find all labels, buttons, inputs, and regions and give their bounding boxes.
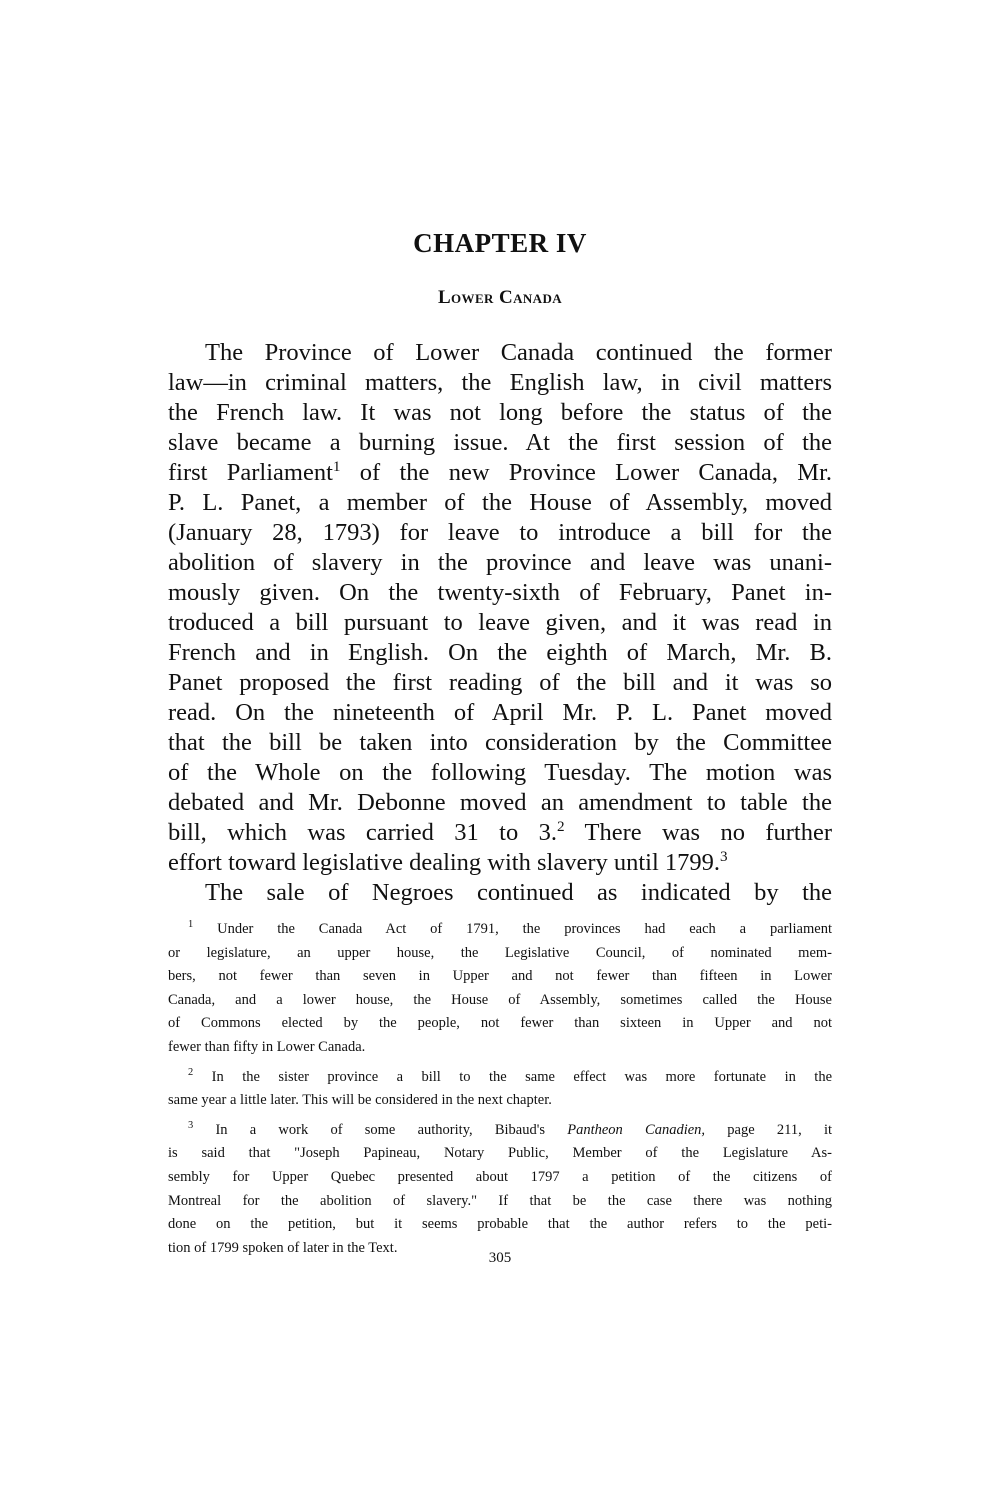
body-line: abolition of slavery in the province and leave was unani-: [168, 549, 832, 576]
body-line-part: There was no further: [584, 819, 832, 846]
body-line: [168, 818, 832, 848]
body-line: slave became a burning issue. At the first session of the: [168, 429, 832, 456]
footnote-line: tion of 1799 spoken of later in the Text.: [168, 1239, 398, 1256]
footnote-3: [168, 1119, 832, 1261]
footnote-2: [168, 1066, 832, 1113]
body-line: The Province of Lower Canada continued the former: [205, 339, 832, 366]
footnote-line: is said that "Joseph Papineau, Notary Public, Member of the Legislature As-: [168, 1145, 832, 1162]
footnote-line: bers, not fewer than seven in Upper and not fewer than fifteen in Lower: [168, 968, 832, 985]
book-title: Pantheon Canadien,: [567, 1121, 706, 1138]
chapter-title: CHAPTER IV: [413, 228, 587, 258]
body-line: troduced a bill pursuant to leave given, and it was read in: [168, 609, 832, 636]
body-line: of the Whole on the following Tuesday. The motion was: [168, 759, 832, 786]
footnote-mark: 2: [188, 1066, 194, 1078]
footnote-text: In the sister province a bill to the same effect was more fortunate in the: [211, 1068, 833, 1085]
body-line: [168, 848, 832, 878]
footnote-line: [168, 918, 832, 942]
body-line: debated and Mr. Debonne moved an amendment to table the: [168, 789, 832, 816]
body-text: [168, 338, 832, 908]
body-line: Panet proposed the first reading of the bill and it was so: [168, 669, 832, 696]
footnote-line: or legislature, an upper house, the Legislative Council, of nominated mem-: [168, 944, 832, 961]
footnote-mark: 3: [188, 1119, 194, 1131]
footnote-ref-1: 1: [332, 457, 341, 475]
footnote-line: [168, 1066, 832, 1090]
footnote-1: [168, 918, 832, 1060]
footnote-line: fewer than fifty in Lower Canada.: [168, 1038, 366, 1055]
body-line: that the bill be taken into consideration by the Committee: [168, 729, 832, 756]
body-line: law—in criminal matters, the English law, in civil matters: [168, 369, 832, 396]
footnote-text: In a work of some authority, Bibaud's: [215, 1121, 545, 1138]
footnote-line: done on the petition, but it seems probable that the author refers to the peti-: [168, 1216, 832, 1233]
footnote-line: [168, 1119, 832, 1143]
body-line: P. L. Panet, a member of the House of Assembly, moved: [168, 489, 832, 516]
footnote-ref-3: 3: [720, 847, 728, 865]
body-line: mously given. On the twenty-sixth of February, Panet in-: [168, 579, 832, 606]
body-line-part: of the new Province Lower Canada, Mr.: [359, 459, 832, 486]
body-line: the French law. It was not long before the status of the: [168, 399, 832, 426]
body-line: (January 28, 1793) for leave to introduce a bill for the: [168, 519, 832, 546]
footnote-line: of Commons elected by the people, not fewer than sixteen in Upper and not: [168, 1015, 832, 1032]
footnote-line: Canada, and a lower house, the House of Assembly, sometimes called the House: [168, 991, 832, 1008]
footnote-mark: 1: [188, 919, 194, 931]
footnote-line: sembly for Upper Quebec presented about 1797 a petition of the citizens of: [168, 1168, 832, 1185]
body-line-part: bill, which was carried 31 to 3.: [168, 819, 557, 846]
body-line: [168, 458, 832, 488]
page-number: 305: [488, 1250, 512, 1266]
footnote-ref-2: 2: [556, 817, 565, 835]
footnote-line: same year a little later. This will be considered in the next chapter.: [168, 1092, 552, 1109]
body-line-part: first Parliament: [168, 459, 333, 486]
body-line-part: effort toward legislative dealing with slavery until 1799.: [168, 849, 721, 876]
footnote-text: Under the Canada Act of 1791, the provinces had each a parliament: [217, 921, 832, 937]
footnote-text: page 211, it: [727, 1121, 833, 1138]
body-line: read. On the nineteenth of April Mr. P. L. Panet moved: [168, 699, 832, 726]
footnotes: [168, 918, 832, 1260]
section-title: Lower Canada: [437, 287, 563, 308]
body-line: The sale of Negroes continued as indicated by the: [205, 879, 832, 906]
body-line: French and in English. On the eighth of March, Mr. B.: [168, 639, 832, 666]
footnote-line: Montreal for the abolition of slavery." If that be the case there was nothing: [168, 1192, 832, 1209]
